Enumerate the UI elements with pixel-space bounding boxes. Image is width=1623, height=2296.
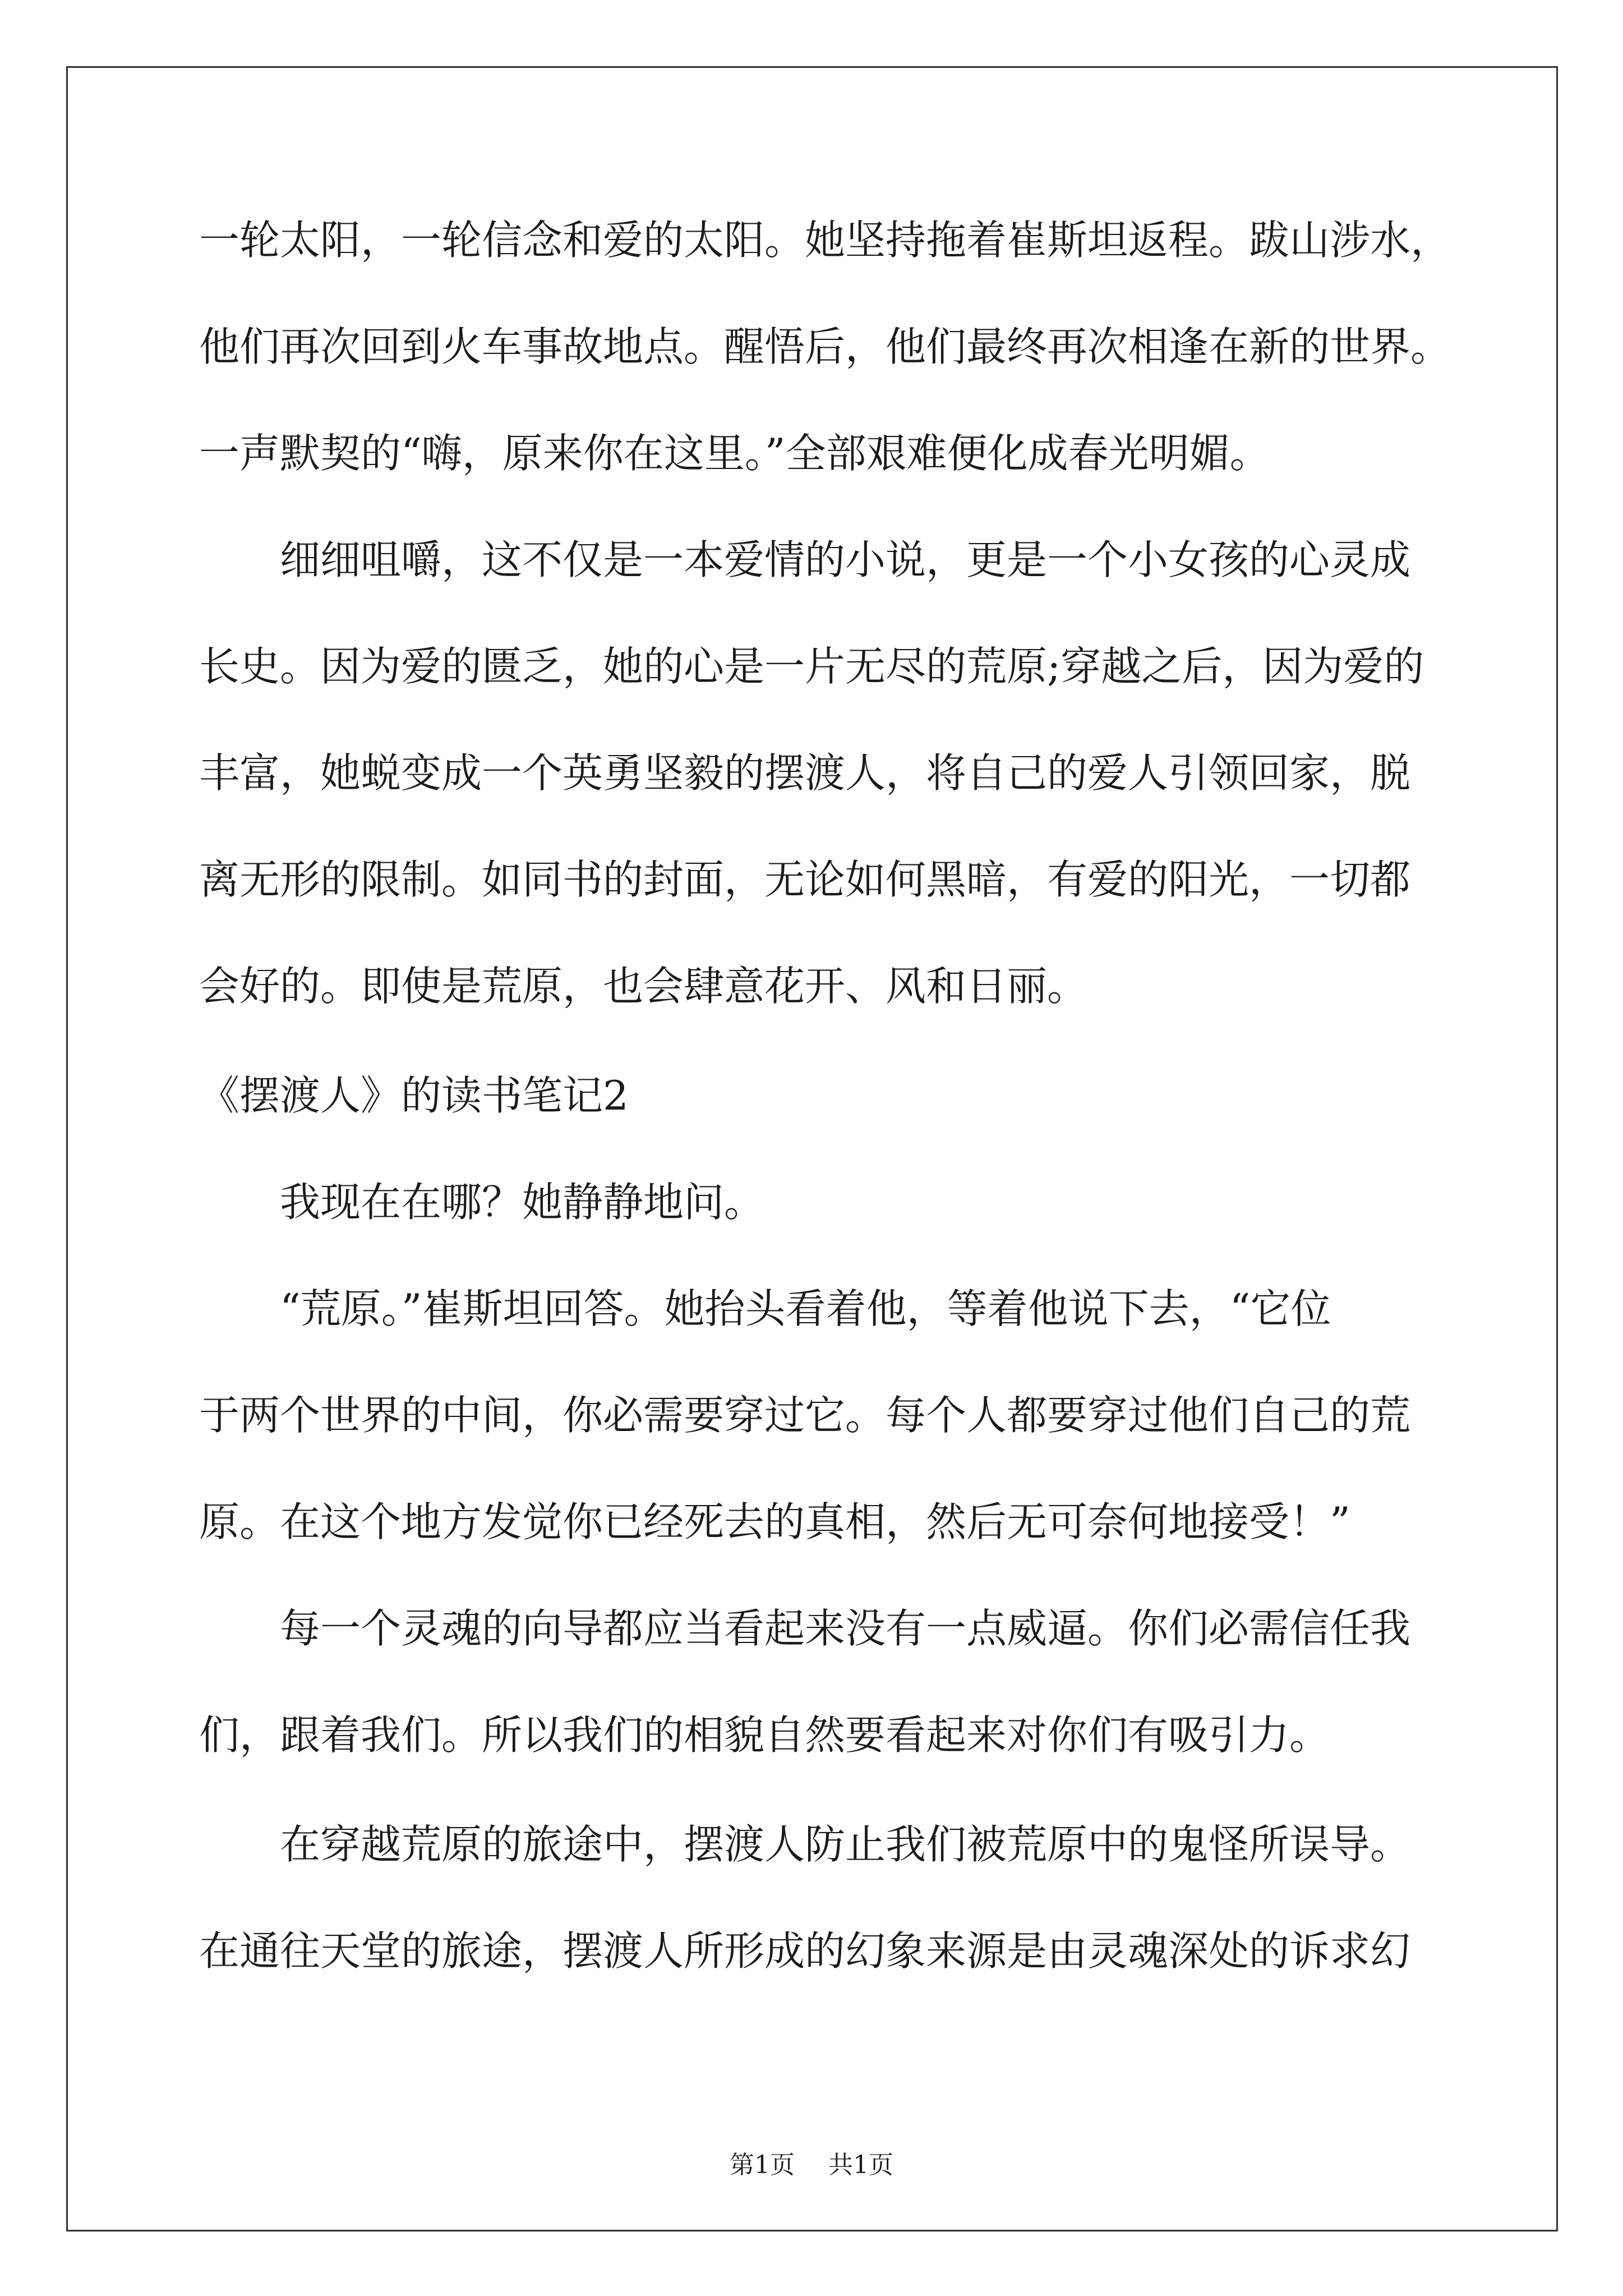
text-line-16: 在穿越荒原的旅途中，摆渡人防止我们被荒原中的鬼怪所误导。 [199,1821,1411,1868]
page-border [66,66,1558,2231]
section-heading: 《摆渡人》的读书笔记2 [199,1072,629,1119]
text-line-10: 我现在在哪？她静静地问。 [199,1179,765,1226]
text-line-7: 离无形的限制。如同书的封面，无论如何黑暗，有爱的阳光，一切都 [199,856,1411,903]
text-line-17: 在通往天堂的旅途，摆渡人所形成的幻象来源是由灵魂深处的诉求幻 [199,1927,1411,1975]
text-line-13: 原。在这个地方发觉你已经死去的真相，然后无可奈何地接受！” [199,1498,1350,1545]
text-line-12: 于两个世界的中间，你必需要穿过它。每个人都要穿过他们自己的荒 [199,1392,1411,1439]
page-total: 共1页 [828,2151,893,2179]
page-footer [0,2148,1623,2182]
text-line-5: 长史。因为爱的匮乏，她的心是一片无尽的荒原;穿越之后，因为爱的 [199,643,1424,690]
text-line-3: 一声默契的“嗨，原来你在这里。”全部艰难便化成春光明媚。 [199,430,1270,477]
text-line-6: 丰富，她蜕变成一个英勇坚毅的摆渡人，将自己的爱人引领回家，脱 [199,749,1411,797]
text-line-1: 一轮太阳，一轮信念和爱的太阳。她坚持拖着崔斯坦返程。跋山涉水， [199,217,1451,264]
text-line-2: 他们再次回到火车事故地点。醒悟后，他们最终再次相逢在新的世界。 [199,323,1451,370]
text-line-11: “荒原。”崔斯坦回答。她抬头看着他，等着他说下去，“它位 [199,1285,1331,1332]
text-line-14: 每一个灵魂的向导都应当看起来没有一点威逼。你们必需信任我 [199,1605,1411,1652]
text-line-4: 细细咀嚼，这不仅是一本爱情的小说，更是一个小女孩的心灵成 [199,536,1411,583]
text-line-15: 们，跟着我们。所以我们的相貌自然要看起来对你们有吸引力。 [199,1711,1330,1759]
text-line-8: 会好的。即使是荒原，也会肆意花开、风和日丽。 [199,963,1088,1010]
page-number: 第1页 [730,2151,795,2179]
